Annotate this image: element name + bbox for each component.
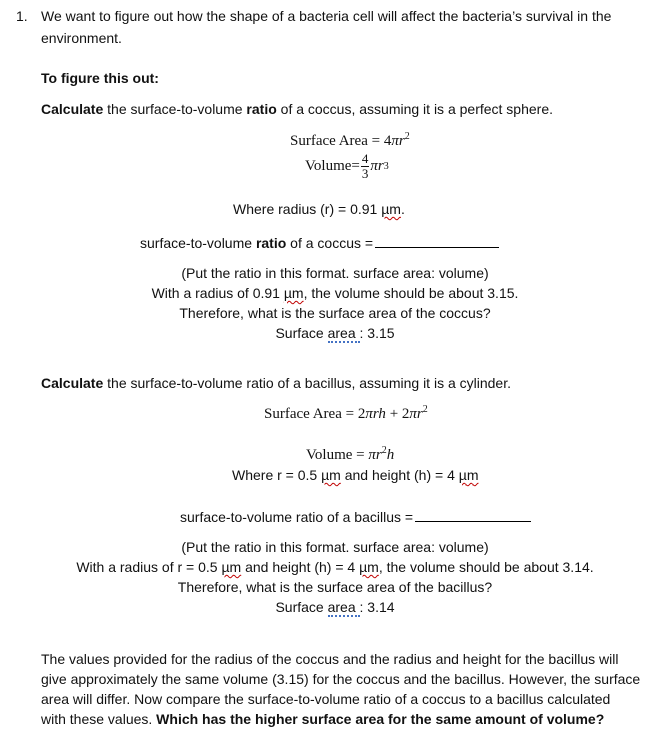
bacillus-ratio-line [180, 507, 531, 525]
question-intro-line1: We want to figure out how the shape of a bacteria cell will affect the bacteria’s survival in the [41, 8, 612, 24]
coccus-radius-line [233, 201, 405, 217]
coccus-answer-line [0, 325, 670, 341]
figure-out-label: To figure this out: [41, 70, 159, 86]
coccus-answer-surface: Surface [275, 325, 328, 341]
coccus-calc-text1: the surface-to-volume [103, 101, 247, 117]
bacillus-answer-value: : 3.14 [359, 599, 395, 615]
coccus-answer-value: : 3.15 [359, 325, 395, 341]
bacillus-vol-label: Volume [306, 447, 353, 463]
coccus-ratio-prefix: surface-to-volume [140, 235, 256, 251]
coccus-note-b: , the volume should be about 3.15. [303, 285, 519, 301]
bacillus-where-a: Where r = 0.5 [232, 467, 322, 483]
coccus-calc-text2: of a coccus, assuming it is a perfect sphere. [276, 101, 554, 117]
coccus-vol-label: Volume [305, 158, 352, 174]
conclusion-line2: give approximately the same volume (3.15) for the coccus and the bacillus. However, the surface [41, 671, 641, 687]
coccus-surface-area-formula: Surface Area = $4\pi r^2$ [290, 131, 410, 149]
bacillus-where-unit1: µm [321, 467, 341, 483]
coccus-volume-fraction [361, 152, 370, 181]
coccus-sa-label: Surface Area [290, 133, 368, 149]
fraction-denominator: 3 [361, 166, 369, 181]
bacillus-answer-line [0, 599, 670, 615]
coccus-ratio-line [140, 233, 499, 251]
question-intro-line2: environment. [41, 30, 122, 46]
bacillus-question-line: Therefore, what is the surface area of the bacillus? [177, 579, 493, 595]
bacillus-calc-text: the surface-to-volume ratio of a bacillus, assuming it is a cylinder. [103, 375, 511, 391]
bacillus-where-b: and height (h) = 4 [340, 467, 459, 483]
coccus-ratio-bold: ratio [255, 235, 287, 251]
coccus-sa-eq: = 4 [367, 133, 392, 149]
bacillus-ratio-blank[interactable] [415, 507, 531, 522]
coccus-ratio-suffix: of a coccus = [286, 235, 374, 251]
coccus-radius-text: Where radius (r) = 0.91 [233, 201, 382, 217]
bacillus-format-line: (Put the ratio in this format. surface area: volume) [181, 539, 489, 555]
bacillus-note-a: With a radius of r = 0.5 [76, 559, 222, 575]
coccus-volume-formula: Volume = $\frac{4}{3}$ πr 3 [305, 151, 389, 181]
coccus-radius-unit: µm [381, 201, 401, 217]
coccus-calc-ratio: ratio [246, 101, 277, 117]
bacillus-vol-eq: = [352, 447, 369, 463]
bacillus-where-line [232, 467, 478, 483]
coccus-radius-end: . [400, 201, 405, 217]
conclusion-line4-text: with these values. [41, 711, 157, 727]
conclusion-line3: area will differ. Now compare the surface-to-volume ratio of a coccus to a bacillus calculated [41, 691, 611, 707]
coccus-vol-eq: = [351, 158, 360, 174]
bacillus-ratio-text: surface-to-volume ratio of a bacillus = [180, 509, 414, 525]
coccus-note-unit: µm [283, 285, 304, 301]
bacillus-sa-plus: + 2 [385, 406, 410, 422]
bacillus-sa-eq: = 2 [341, 406, 366, 422]
bacillus-note-b: and height (h) = 4 [241, 559, 360, 575]
coccus-calc-bold: Calculate [41, 101, 104, 117]
question-number: 1. [16, 8, 28, 24]
bacillus-answer-surface: Surface [275, 599, 328, 615]
coccus-question-line: Therefore, what is the surface area of the coccus? [179, 305, 491, 321]
fraction-numerator: 4 [361, 151, 369, 166]
coccus-answer-area: area [327, 325, 360, 341]
coccus-format-line: (Put the ratio in this format. surface area: volume) [181, 265, 489, 281]
bacillus-note-unit1: µm [221, 559, 242, 575]
bacillus-answer-area: area [327, 599, 360, 615]
bacillus-note-unit2: µm [359, 559, 379, 575]
conclusion-line4 [41, 711, 604, 727]
conclusion-question: Which has the higher surface area for the same amount of volume? [156, 711, 605, 727]
bacillus-where-unit2: µm [458, 467, 479, 483]
bacillus-sa-label: Surface Area [264, 406, 342, 422]
coccus-note-a: With a radius of 0.91 [151, 285, 284, 301]
bacillus-calc-bold: Calculate [41, 375, 104, 391]
coccus-ratio-blank[interactable] [375, 233, 499, 248]
bacillus-note-c: , the volume should be about 3.14. [378, 559, 594, 575]
bacillus-surface-area-formula: Surface Area = $2\pi rh + 2\pi r^2$ [264, 404, 428, 422]
bacillus-instruction [41, 375, 511, 391]
coccus-instruction [41, 101, 553, 117]
coccus-volume-note [0, 285, 670, 301]
conclusion-line1: The values provided for the radius of the coccus and the radius and height for the bacillus will [41, 651, 619, 667]
bacillus-volume-formula: Volume = $\pi r^2h$ [306, 445, 395, 463]
bacillus-volume-note [0, 559, 670, 575]
